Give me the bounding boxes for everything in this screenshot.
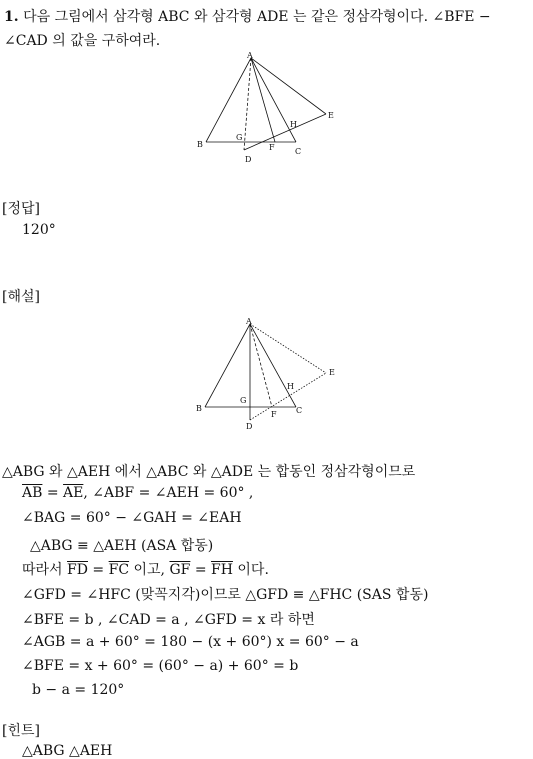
problem-text-1: 다음 그림에서 삼각형 ABC 와 삼각형 ADE 는 같은 정삼각형이다. ∠BFE −	[23, 9, 491, 25]
segment-FH: $\overline{FH}$	[211, 562, 233, 578]
hint-text: △ABG △AEH	[22, 743, 113, 759]
label-E-2: E	[329, 368, 335, 377]
problem-text-2: ∠CAD 의 값을 구하여라.	[4, 33, 161, 49]
answer-value: 120°	[22, 222, 56, 238]
label-H: H	[290, 120, 297, 129]
solution-line-6: ∠BFE = b , ∠CAD = a , ∠GFD = x 라 하면	[22, 612, 315, 628]
figure-problem	[190, 50, 350, 170]
label-E: E	[328, 111, 334, 120]
label-F: F	[269, 143, 275, 152]
label-H-2: H	[287, 382, 294, 391]
segment-AB: $\overline{AB}$	[22, 485, 43, 501]
solution-intro: △ABG 와 △AEH 에서 △ABC 와 △ADE 는 합동인 정삼각형이므로	[2, 464, 416, 480]
solution-line-4	[22, 559, 269, 579]
solution-line-1	[22, 485, 253, 501]
segment-FD: $\overline{FD}$	[67, 562, 88, 578]
eq-1: =	[42, 485, 64, 501]
eq-3: =	[190, 562, 212, 578]
hint-heading: [힌트]	[2, 723, 40, 739]
solution-line-9: b − a = 120°	[32, 682, 125, 698]
label-G: G	[236, 133, 243, 142]
angle-eq: , ∠ABF = ∠AEH = 60° ,	[83, 485, 254, 501]
label-A-2: A	[246, 317, 252, 326]
text-ttarase: 따라서	[22, 562, 68, 578]
solution-line-7: ∠AGB = a + 60° = 180 − (x + 60°) x = 60° − a	[22, 634, 359, 650]
text-ida: 이다.	[232, 562, 269, 578]
solution-line-3: △ABG ≡ △AEH (ASA 합동)	[30, 538, 214, 554]
label-B: B	[197, 140, 203, 149]
label-D: D	[245, 155, 252, 164]
figure-solution	[190, 310, 350, 435]
problem-line-1	[4, 6, 491, 26]
solution-line-8: ∠BFE = x + 60° = (60° − a) + 60° = b	[22, 658, 299, 674]
label-D-2: D	[246, 422, 253, 431]
solution-line-2: ∠BAG = 60° − ∠GAH = ∠EAH	[22, 510, 242, 526]
solution-heading: [해설]	[2, 289, 40, 305]
solution-line-5: ∠GFD = ∠HFC (맞꼭지각)이므로 △GFD ≡ △FHC (SAS 합동)	[22, 587, 429, 603]
segment-FC: $\overline{FC}$	[108, 562, 130, 578]
label-A: A	[247, 51, 253, 60]
label-B-2: B	[196, 404, 202, 413]
label-G-2: G	[240, 396, 247, 405]
label-F-2: F	[271, 410, 277, 419]
problem-number: 1.	[4, 9, 19, 25]
label-C-2: C	[296, 406, 303, 415]
segment-AE: $\overline{AE}$	[63, 485, 84, 501]
answer-heading: [정답]	[2, 201, 40, 217]
text-igo: 이고,	[129, 562, 170, 578]
segment-GF: $\overline{GF}$	[169, 562, 191, 578]
eq-2: =	[87, 562, 109, 578]
label-C: C	[295, 147, 302, 156]
